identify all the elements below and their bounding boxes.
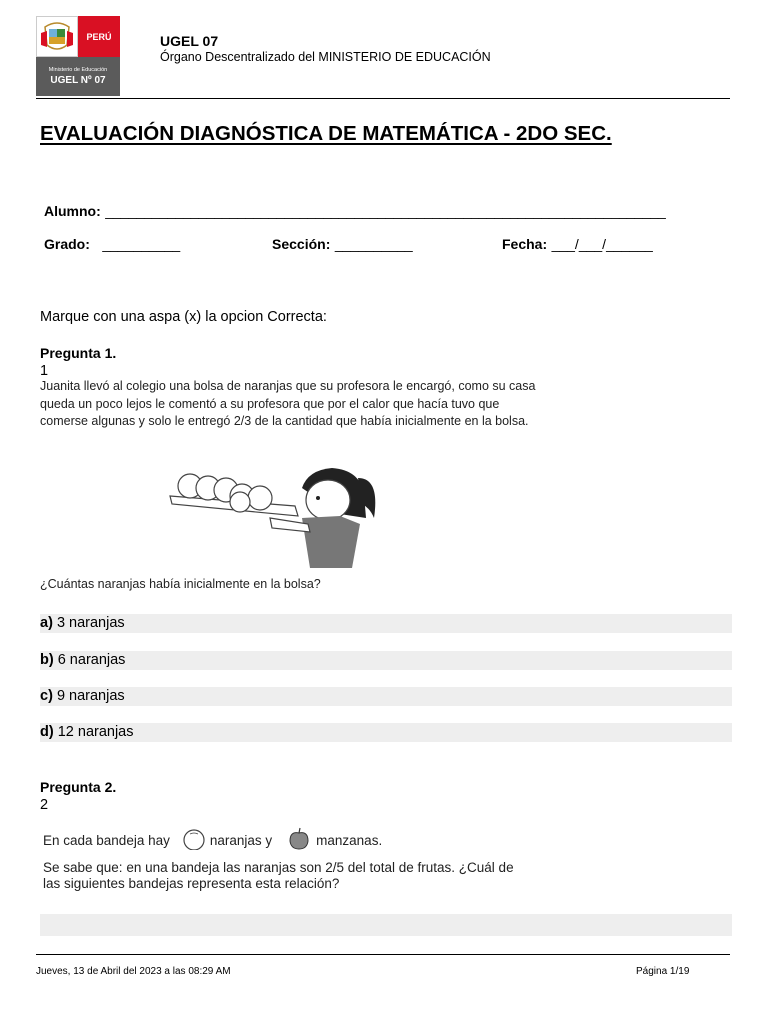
- peru-label: PERÚ: [78, 16, 120, 57]
- question-2-number: 2: [40, 797, 49, 813]
- apple-icon: [286, 827, 312, 854]
- question-1-prompt: ¿Cuántas naranjas había inicialmente en la bolsa?: [40, 577, 321, 591]
- legend-text-1: En cada bandeja hay: [43, 833, 170, 848]
- question-1-title: Pregunta 1.: [40, 345, 117, 361]
- ugel-number-label: UGEL Nº 07: [50, 75, 106, 86]
- seccion-field: [272, 236, 413, 254]
- ministry-label: Ministerio de Educación: [48, 67, 108, 73]
- orange-icon: [182, 828, 206, 853]
- org-subtitle: Órgano Descentralizado del MINISTERIO DE EDUCACIÓN: [160, 50, 491, 64]
- footer-date: Jueves, 13 de Abril del 2023 a las 08:29 AM: [36, 966, 231, 977]
- org-name: UGEL 07: [160, 33, 219, 49]
- option-b[interactable]: [40, 651, 732, 670]
- seccion-blank: __________: [334, 236, 413, 252]
- seccion-label: Sección:: [272, 236, 331, 252]
- option-c-text: 9 naranjas: [56, 688, 125, 704]
- question-2-answer-area[interactable]: [40, 914, 732, 936]
- legend-text-2: naranjas y: [209, 833, 273, 848]
- instruction-text: Marque con una aspa (x) la opcion Correcta:: [40, 309, 327, 325]
- footer-divider: [36, 954, 730, 955]
- alumno-label: Alumno:: [44, 203, 101, 219]
- fecha-label: Fecha:: [502, 236, 548, 252]
- option-d[interactable]: [40, 723, 732, 742]
- page-title: EVALUACIÓN DIAGNÓSTICA DE MATEMÁTICA - 2DO SEC.: [40, 122, 612, 145]
- fecha-field: [502, 236, 653, 254]
- question-2-tray-legend: [43, 827, 382, 854]
- grado-field: [44, 236, 180, 254]
- grado-blank: __________: [102, 236, 181, 252]
- fecha-blank: ___/___/______: [551, 236, 653, 252]
- option-a-text: 3 naranjas: [56, 615, 125, 631]
- alumno-field: [44, 203, 666, 221]
- ministry-band: [36, 57, 120, 96]
- peru-coat-of-arms-icon: [36, 16, 78, 57]
- option-c[interactable]: [40, 687, 732, 706]
- grado-label: Grado:: [44, 236, 90, 252]
- option-a-letter: a): [40, 615, 53, 631]
- option-c-letter: c): [40, 688, 53, 704]
- alumno-blank: ________________________________________________________________________: [105, 203, 666, 219]
- option-d-text: 12 naranjas: [57, 724, 134, 740]
- option-a[interactable]: [40, 614, 732, 633]
- question-2-title: Pregunta 2.: [40, 779, 117, 795]
- question-2-text: Se sabe que: en una bandeja las naranjas son 2/5 del total de frutas. ¿Cuál de las siguientes bandejas representa esta relación?: [43, 860, 514, 891]
- footer-page-number: Página 1/19: [636, 966, 690, 977]
- girl-with-oranges-illustration: [40, 448, 555, 568]
- option-b-letter: b): [40, 652, 54, 668]
- option-b-text: 6 naranjas: [57, 652, 126, 668]
- question-1-text: Juanita llevó al colegio una bolsa de naranjas que su profesora le encargó, como su casa queda un poco lejos le comentó a su profesora que por el calor que hacía tuvo que comerse algunas y solo le entregó 2/3 de la cantidad que había inicialmente en la bolsa.: [40, 379, 536, 428]
- question-1-number: 1: [40, 363, 49, 379]
- legend-text-3: manzanas.: [316, 833, 383, 848]
- ugel-logo: [36, 16, 120, 96]
- option-d-letter: d): [40, 724, 54, 740]
- header-divider: [36, 98, 730, 99]
